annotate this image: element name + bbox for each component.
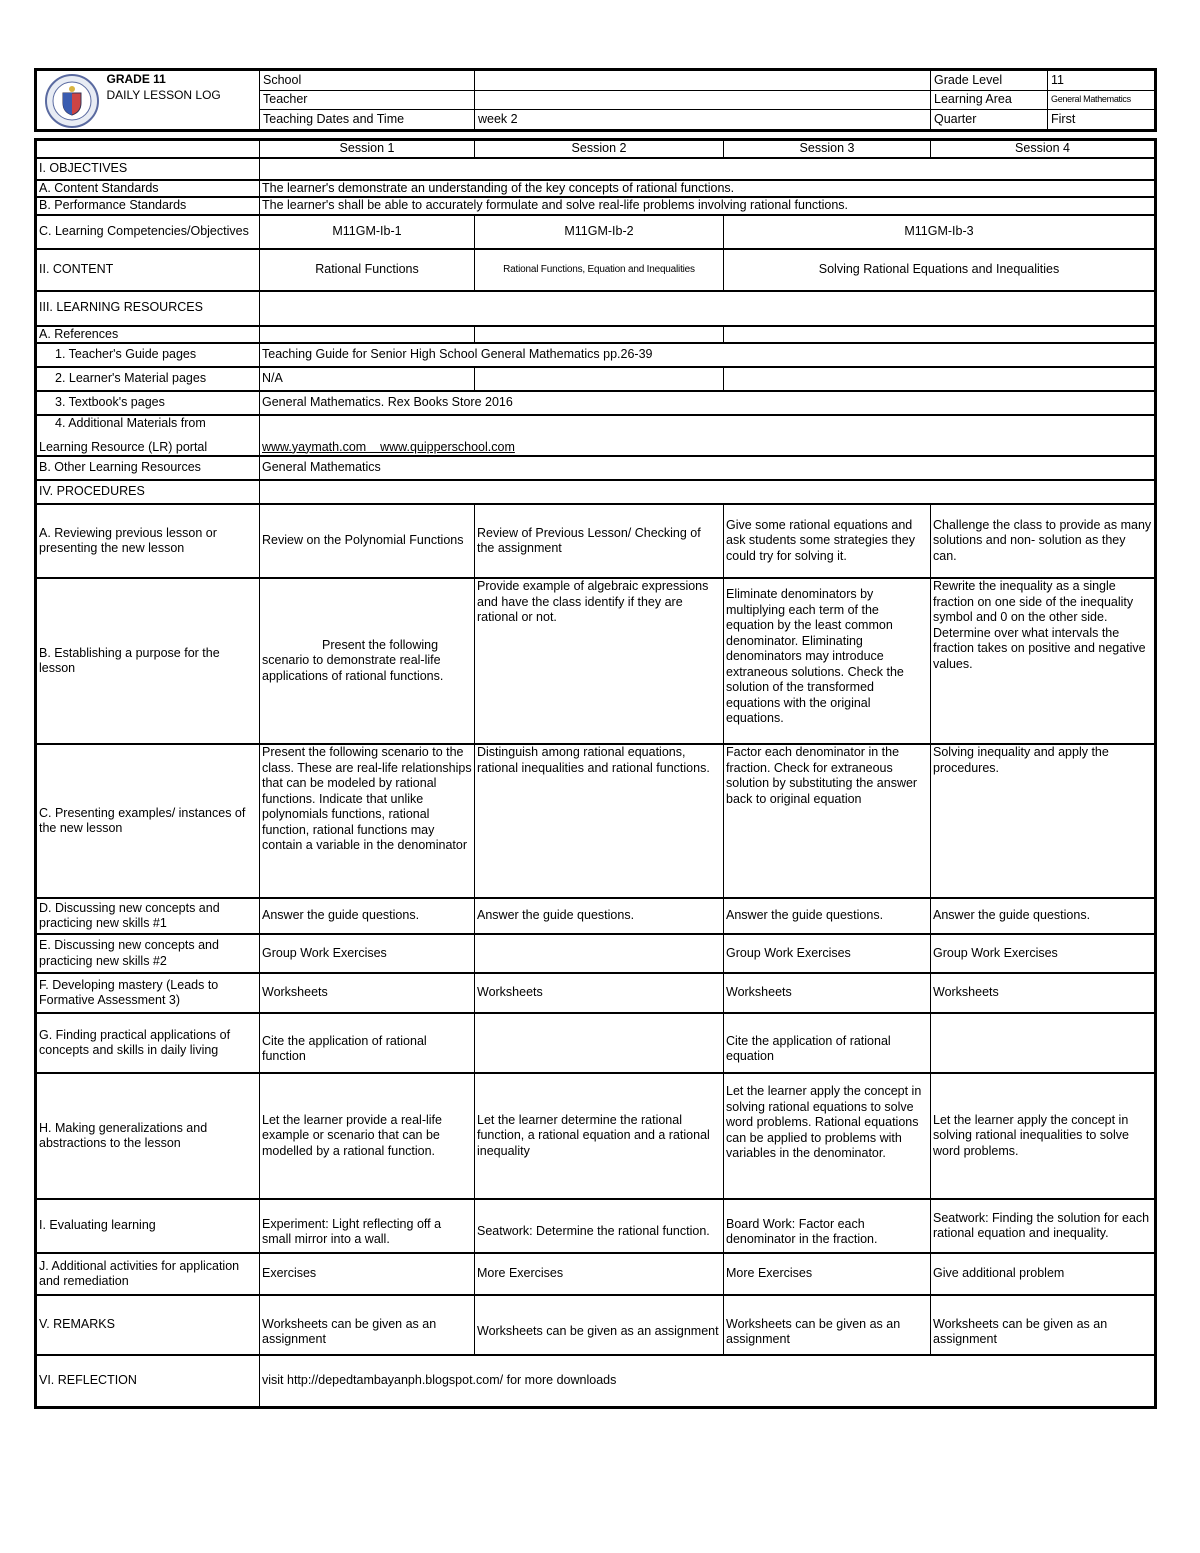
learners-material-blank [724,367,1156,391]
session-header: Session 1 [260,140,475,158]
content-topic: Rational Functions [260,249,475,291]
procedure-cell: Distinguish among rational equations, rational inequalities and rational functions. [475,744,724,898]
procedure-cell: Review on the Polynomial Functions [260,504,475,578]
lr-portal-links[interactable]: www.yaymath.com www.quipperschool.com [260,415,1156,456]
procedure-label: E. Discussing new concepts and practicing new skills #2 [36,934,260,973]
dates-value[interactable]: week 2 [475,110,931,131]
procedure-cell: Provide example of algebraic expressions and have the class identify if they are rational or not. [475,578,724,744]
references-label: A. References [36,326,260,344]
procedure-cell: Worksheets [931,973,1156,1013]
procedure-cell: Worksheets [260,973,475,1013]
session-header-blank [36,140,260,158]
content-topic: Solving Rational Equations and Inequalities [724,249,1156,291]
procedure-cell: Let the learner apply the concept in solving rational equations to solve word problems. Rational equations can be applied to problems with variables in the denominator. [724,1073,931,1199]
remarks-cell: Worksheets can be given as an assignment [931,1295,1156,1355]
procedure-cell: Cite the application of rational function [260,1013,475,1073]
procedure-cell: Seatwork: Determine the rational function. [475,1199,724,1253]
procedure-cell [931,1013,1156,1073]
lesson-log-sheet [34,68,1154,1409]
lr-portal-label-line1: 4. Additional Materials from [55,416,206,430]
teacher-label: Teacher [260,90,475,110]
competency-code: M11GM-Ib-1 [260,215,475,249]
procedure-label: F. Developing mastery (Leads to Formative Assessment 3) [36,973,260,1013]
header-table [34,68,1157,132]
procedure-cell: Let the learner provide a real-life example or scenario that can be modelled by a rational function. [260,1073,475,1199]
grade-title: GRADE 11 [106,72,166,86]
procedure-cell: Answer the guide questions. [931,898,1156,934]
procedure-cell: Answer the guide questions. [475,898,724,934]
procedure-cell: Group Work Exercises [931,934,1156,973]
lr-portal-label [36,415,260,456]
resources-heading: III. LEARNING RESOURCES [36,291,260,326]
objectives-blank [260,158,1156,180]
deped-seal-icon [44,73,100,129]
procedure-cell: Review of Previous Lesson/ Checking of the assignment [475,504,724,578]
procedure-cell: Seatwork: Finding the solution for each rational equation and inequality. [931,1199,1156,1253]
log-title-block [104,70,260,131]
performance-standards-label: B. Performance Standards [36,197,260,215]
procedure-cell: More Exercises [475,1253,724,1295]
quarter-label: Quarter [931,110,1048,131]
learners-material-blank [475,367,724,391]
procedure-cell: Group Work Exercises [724,934,931,973]
procedure-label: J. Additional activities for application and remediation [36,1253,260,1295]
remarks-heading: V. REMARKS [36,1295,260,1355]
lesson-table [34,138,1157,1409]
procedure-label: C. Presenting examples/ instances of the new lesson [36,744,260,898]
teachers-guide-value: Teaching Guide for Senior High School General Mathematics pp.26-39 [260,343,1156,367]
procedure-cell: Worksheets [724,973,931,1013]
procedure-label: A. Reviewing previous lesson or presenting the new lesson [36,504,260,578]
procedure-cell: Group Work Exercises [260,934,475,973]
competency-code: M11GM-Ib-3 [724,215,1156,249]
school-label: School [260,70,475,91]
learning-area-label: Learning Area [931,90,1048,110]
references-blank [475,326,724,344]
procedures-heading: IV. PROCEDURES [36,480,260,504]
procedure-cell: Let the learner determine the rational function, a rational equation and a rational inequality [475,1073,724,1199]
procedure-cell: Factor each denominator in the fraction. Check for extraneous solution by substituting the answer back to original equation [724,744,931,898]
content-standards-label: A. Content Standards [36,180,260,198]
procedures-blank [260,480,1156,504]
competency-code: M11GM-Ib-2 [475,215,724,249]
procedure-cell: Eliminate denominators by multiplying each term of the equation by the least common denominator. Eliminating denominators may introduce extraneous solutions. Check the solution of the transformed equations with the original equations. [724,578,931,744]
resources-blank [260,291,1156,326]
learners-material-label: 2. Learner's Material pages [36,367,260,391]
procedure-cell: Give some rational equations and ask students some strategies they could try for solving it. [724,504,931,578]
reflection-text: visit http://depedtambayanph.blogspot.com/ for more downloads [260,1355,1156,1407]
procedure-cell: Let the learner apply the concept in solving rational inequalities to solve word problems. [931,1073,1156,1199]
content-heading: II. CONTENT [36,249,260,291]
references-blank [724,326,1156,344]
procedure-cell: Worksheets [475,973,724,1013]
session-header: Session 2 [475,140,724,158]
textbook-label: 3. Textbook's pages [36,391,260,415]
lr-portal-label-line2: Learning Resource (LR) portal [39,439,208,454]
learners-material-value: N/A [260,367,475,391]
procedure-cell: Board Work: Factor each denominator in the fraction. [724,1199,931,1253]
teachers-guide-label: 1. Teacher's Guide pages [36,343,260,367]
dates-label: Teaching Dates and Time [260,110,475,131]
procedure-cell: Answer the guide questions. [260,898,475,934]
procedure-cell: Present the following scenario to the class. These are real-life relationships that can be modeled by rational functions. Indicate that unlike polynomials functions, rational function, rational functions may contain a variable in the denominator [260,744,475,898]
procedure-cell: Solving inequality and apply the procedures. [931,744,1156,898]
procedure-cell: Present the following scenario to demonstrate real-life applications of rational functions. [260,578,475,744]
procedure-cell: Give additional problem [931,1253,1156,1295]
textbook-value: General Mathematics. Rex Books Store 2016 [260,391,1156,415]
deped-seal [36,70,104,131]
procedure-cell: Rewrite the inequality as a single fraction on one side of the inequality symbol and 0 on the other side. Determine over what intervals the fraction takes on positive and negative values. [931,578,1156,744]
remarks-cell: Worksheets can be given as an assignment [260,1295,475,1355]
procedure-label: D. Discussing new concepts and practicing new skills #1 [36,898,260,934]
grade-level-value[interactable]: 11 [1048,70,1156,91]
remarks-cell: Worksheets can be given as an assignment [724,1295,931,1355]
procedure-cell [475,934,724,973]
procedure-label: G. Finding practical applications of concepts and skills in daily living [36,1013,260,1073]
reflection-heading: VI. REFLECTION [36,1355,260,1407]
objectives-heading: I. OBJECTIVES [36,158,260,180]
competencies-label: C. Learning Competencies/Objectives [36,215,260,249]
procedure-cell: Challenge the class to provide as many solutions and non- solution as they can. [931,504,1156,578]
session-header: Session 3 [724,140,931,158]
learning-area-value[interactable]: General Mathematics [1048,90,1156,110]
procedure-label: B. Establishing a purpose for the lesson [36,578,260,744]
procedure-cell: Experiment: Light reflecting off a small mirror into a wall. [260,1199,475,1253]
session-header: Session 4 [931,140,1156,158]
procedure-cell: Cite the application of rational equation [724,1013,931,1073]
references-blank [260,326,475,344]
remarks-cell: Worksheets can be given as an assignment [475,1295,724,1355]
procedure-label: H. Making generalizations and abstractions to the lesson [36,1073,260,1199]
school-value[interactable] [475,70,931,91]
log-title: DAILY LESSON LOG [106,88,221,102]
teacher-value[interactable] [475,90,931,110]
quarter-value[interactable]: First [1048,110,1156,131]
grade-level-label: Grade Level [931,70,1048,91]
other-resources-value: General Mathematics [260,456,1156,480]
content-standards-text: The learner's demonstrate an understanding of the key concepts of rational functions. [260,180,1156,198]
procedure-cell: Exercises [260,1253,475,1295]
procedure-cell [475,1013,724,1073]
performance-standards-text: The learner's shall be able to accurately formulate and solve real-life problems involving rational functions. [260,197,1156,215]
content-topic: Rational Functions, Equation and Inequalities [475,249,724,291]
procedure-cell: Answer the guide questions. [724,898,931,934]
other-resources-label: B. Other Learning Resources [36,456,260,480]
procedure-cell: More Exercises [724,1253,931,1295]
procedure-label: I. Evaluating learning [36,1199,260,1253]
